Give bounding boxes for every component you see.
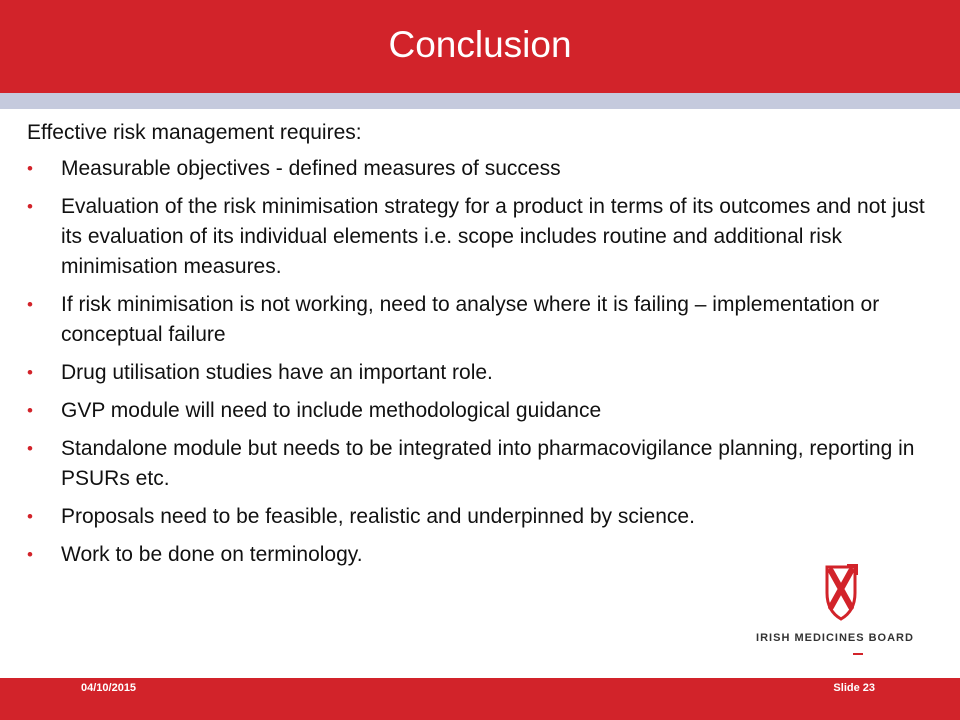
irish-medicines-board-logo (737, 563, 933, 658)
bullet-item (27, 502, 927, 532)
bullet-text: Standalone module but needs to be integrated into pharmacovigilance planning, reporting in PSURs etc. (61, 437, 915, 490)
bullet-list (27, 154, 927, 570)
red-cross-shield-icon (823, 563, 859, 621)
bullet-icon: • (27, 439, 33, 458)
bullet-text: Proposals need to be feasible, realistic and underpinned by science. (61, 505, 695, 528)
slide-number: Slide 23 (833, 682, 875, 694)
bullet-icon: • (27, 197, 33, 216)
bullet-item (27, 192, 927, 282)
bullet-item (27, 358, 927, 388)
bullet-icon: • (27, 159, 33, 178)
bullet-text: GVP module will need to include methodological guidance (61, 399, 602, 422)
bullet-icon: • (27, 401, 33, 420)
footer-date: 04/10/2015 (81, 682, 137, 694)
bullet-item (27, 154, 927, 184)
bullet-icon: • (27, 295, 33, 314)
bullet-text: Drug utilisation studies have an important role. (61, 361, 493, 384)
accent-strip (0, 93, 960, 109)
logo-underline (853, 653, 863, 655)
bullet-item (27, 434, 927, 494)
bullet-icon: • (27, 363, 33, 382)
logo-text: IRISH MEDICINES BOARD (756, 632, 914, 644)
bullet-text: Evaluation of the risk minimisation strategy for a product in terms of its outcomes and not just its evaluation of its individual elements i.e. scope includes routine and additional risk minimisation measures. (61, 195, 925, 278)
bullet-text: If risk minimisation is not working, need to analyse where it is failing – implementation or conceptual failure (61, 293, 880, 346)
bullet-text: Measurable objectives - defined measures of success (61, 157, 561, 180)
bullet-item (27, 396, 927, 426)
bullet-item (27, 290, 927, 350)
slide-body (27, 118, 927, 578)
intro-text: Effective risk management requires: (27, 121, 362, 144)
bullet-icon: • (27, 545, 33, 564)
slide-title: Conclusion (388, 24, 572, 65)
bullet-text: Work to be done on terminology. (61, 543, 363, 566)
footer-bar (0, 678, 960, 720)
bullet-icon: • (27, 507, 33, 526)
